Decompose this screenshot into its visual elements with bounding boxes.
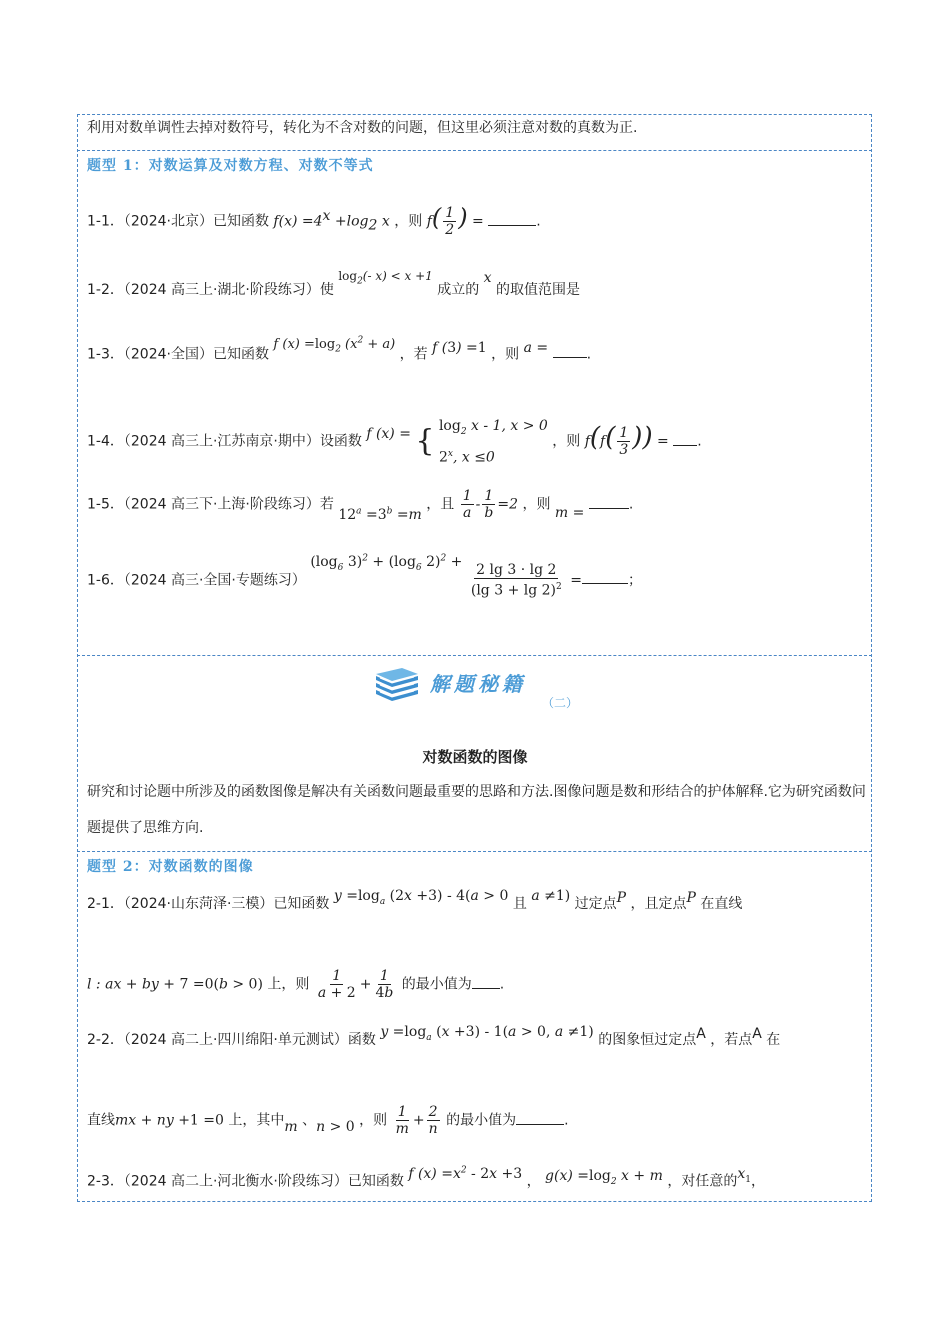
problem-2-3: 2-3．（2024 高二上·河北衡水·阶段练习）已知函数 f $(x) =x^2 - 2x +3$ ， $g(x) =\log_2$ x + m ，对任意的$x_1$， [87,1165,765,1190]
divider [77,655,872,656]
problem-2-2: 2-2．（2024 高二上·四川绵阳·单元测试）函数 $y =\log_a$ (x +3) - 1(a > 0, a ≠1) 的图象恒过定点A ，若点A 在 [87,1024,781,1048]
intro-line: 利用对数单调性去掉对数符号，转化为不含对数的问题，但这里必须注意对数的真数为正. [87,120,638,136]
problem-1-1: 1-1．（2024·北京）已知函数 $f(x) =4^x +\log_2$ x ，则 f( $\frac{1}{2}$ ) = . [87,203,541,238]
problem-1-2: 1-2．（2024 高三上·湖北·阶段练习）使 $\log_2(-$ x) < x +1 成立的 x 的取值范围是 [87,269,581,298]
divider [77,150,872,151]
problem-2-1: 2-1．（2024·山东菏泽·三模）已知函数 $y =\log_a$ (2x +3) - 4(a > 0 且 a ≠1) 过定点P ，且定点P 在直线 [87,888,743,912]
problem-2-1-cont: l : ax + by + 7 =0(b > 0) 上，则 $\frac{1}{a + 2}$ + $\frac{1}{4b}$ 的最小值为 . [87,968,505,1001]
section1-heading: 题型 1：对数运算及对数方程、对数不等式 [87,158,374,174]
section2-heading: 题型 2：对数函数的图像 [87,859,254,875]
problem-1-5: 1-5．（2024 高三下·上海·阶段练习）若 $12^a =3^b =m$ ，且 $\frac{1}{a}$ - $\frac{1}{b}$ =2 ，则 m = . [87,488,634,523]
intro-paragraph: 研究和讨论题中所涉及的函数图像是解决有关函数问题最重要的思路和方法.图像问题是数和形结合的护体解释.它为研究函数问题提供了思维方向. [87,784,866,836]
problem-2-2-cont: 直线mx + ny +1 =0 上，其中m 、n > 0 ，则 $\frac{1}{m}$ + $\frac{2}{n}$ 的最小值为 . [87,1104,569,1137]
problem-1-3: 1-3．（2024·全国）已知函数 f $(x) =\log_2$ $(x^2 + a)$ ，若 f (3) =1 ，则 a = . [87,336,592,363]
banner-subtitle: （二） [542,696,579,710]
problem-1-6: 1-6．（2024 高三·全国·专题练习） ($\log_6$ $3)^2 + (\log_6$ 2)$^2$ + $\frac{2 \lg 3 \cdot \lg 2}{(\lg 3 + \lg 2)^2}$ = ； [87,553,642,599]
section-title: 对数函数的图像 [422,748,528,766]
banner-title: 解题秘籍 [430,672,526,696]
problem-1-4: 1-4．（2024 高三上·江苏南京·期中）设函数 f (x) = { $\log_2 x - 1$, x > 0 2$^x$, x ≤0 ，则 f(f( $\frac{1}{3}$ )) = . [87,418,702,466]
books-stack-icon [372,664,422,706]
divider [77,851,872,852]
solution-banner [372,662,582,708]
